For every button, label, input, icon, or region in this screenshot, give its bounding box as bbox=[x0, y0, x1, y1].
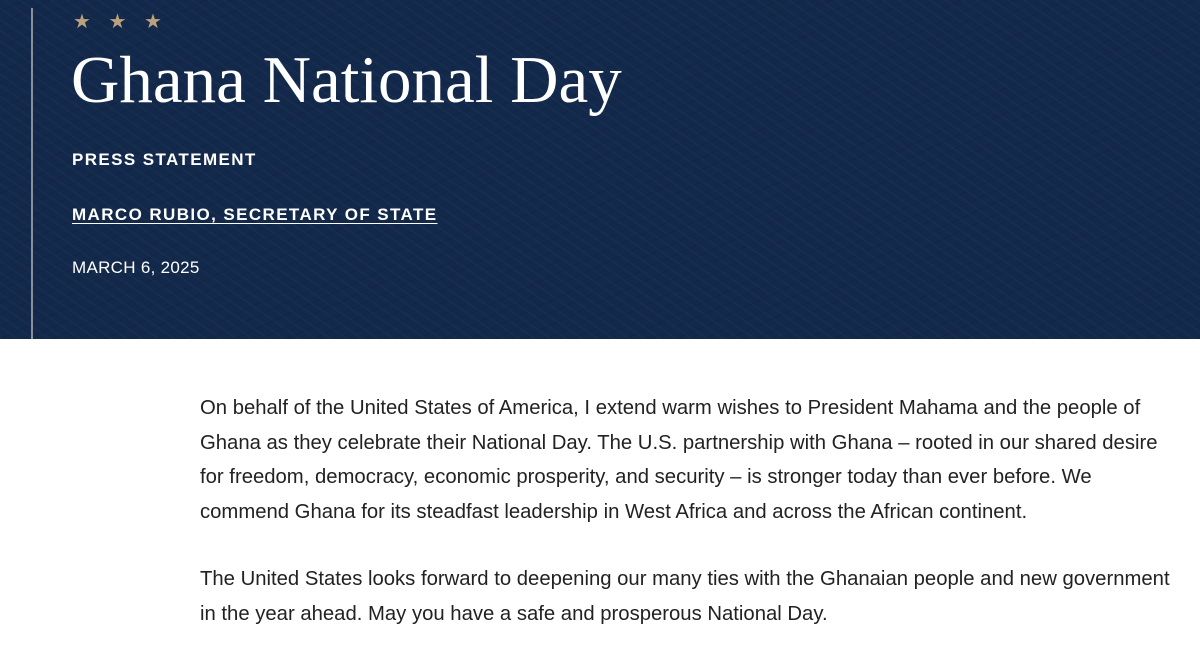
body-paragraph-1: On behalf of the United States of America, I extend warm wishes to President Mahama and the people of Ghana as they celebrate their National Day. The U.S. partnership with Ghana – rooted in our shared desire for freedom, democracy, economic prosperity, and security – is stronger today than ever before. We commend Ghana for its steadfast leadership in West Africa and across the African continent. bbox=[200, 397, 1158, 523]
page-title: Ghana National Day bbox=[71, 43, 622, 117]
publish-date: MARCH 6, 2025 bbox=[72, 258, 200, 277]
statement-type-label: PRESS STATEMENT bbox=[72, 150, 257, 169]
stars-decoration: ★ ★ ★ bbox=[73, 11, 168, 33]
body-paragraph-2: The United States looks forward to deepening our many ties with the Ghanaian people and new government in the year ahead. May you have a safe and prosperous National Day. bbox=[200, 568, 1170, 625]
author-link[interactable]: MARCO RUBIO, SECRETARY OF STATE bbox=[72, 205, 438, 224]
header-accent-line bbox=[31, 8, 33, 339]
statement-body bbox=[200, 391, 1185, 631]
